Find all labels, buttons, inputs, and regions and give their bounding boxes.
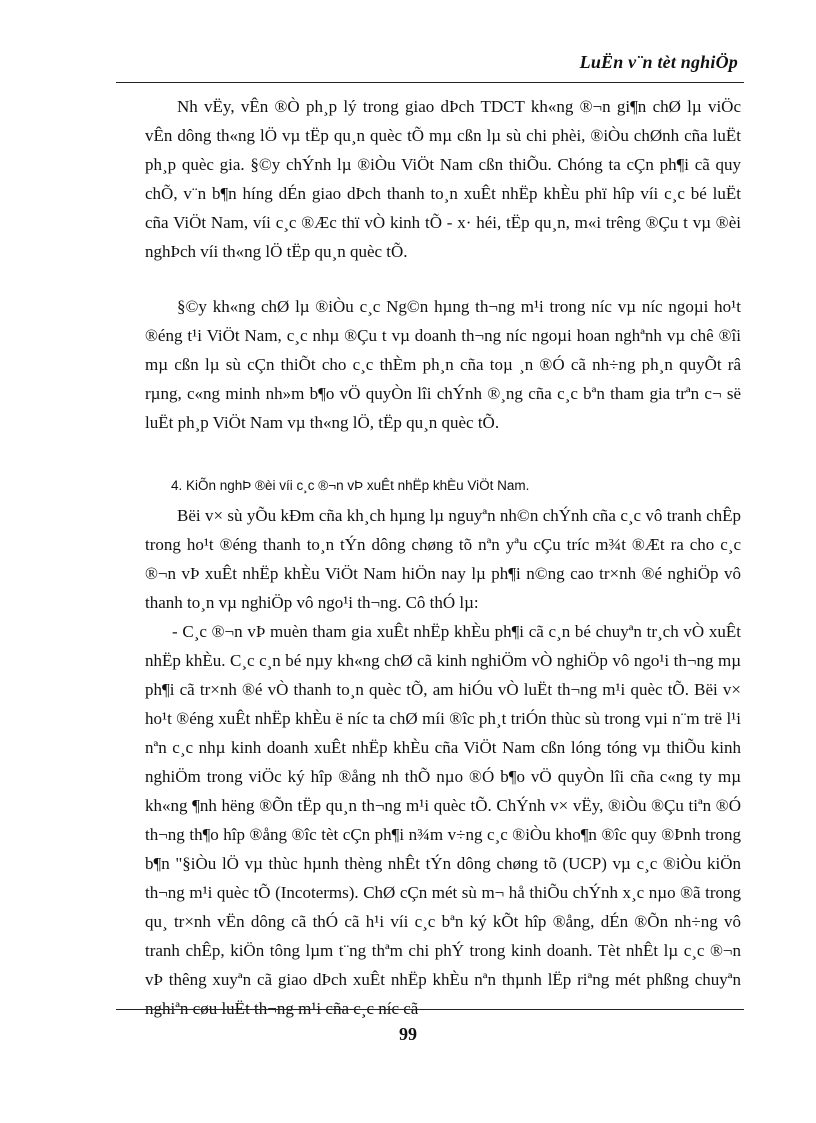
section-heading-recommendations: 4. KiÕn nghÞ ®èi víi c¸c ®¬n vÞ xuÊt nhËp khÈu ViÖt Nam. [171, 478, 530, 493]
page-body [145, 92, 741, 1023]
running-header-title: LuËn v¨n tèt nghiÖp [579, 52, 738, 72]
footer-divider [116, 1009, 744, 1010]
paragraph-legal-benefits: §©y kh«ng chØ lµ ®iÒu c¸c Ng©n hµng th¬ng m¹i trong níc vµ níc ngoµi ho¹t ®éng t¹i ViÖt Nam, c¸c nhµ ®Çu t vµ doanh th¬ng níc ngoµi hoan nghªnh vµ chê ®îi mµ cßn lµ sù cÇn thiÕt cho c¸c thÈm ph¸n cña toµ ¸n ®Ó cã nh÷ng ph¸n quyÕt râ rµng, c«ng minh nh»m b¶o vÖ quyÒn lîi chÝnh ®¸ng cña c¸c bªn tham gia trªn c¬ së luËt ph¸p ViÖt Nam vµ th«ng lÖ, tËp qu¸n quèc tÕ. [145, 297, 741, 432]
list-item-specialist-staff: - C¸c ®¬n vÞ muèn tham gia xuÊt nhËp khÈu ph¶i cã c¸n bé chuyªn tr¸ch vÒ xuÊt nhËp khÈu. C¸c c¸n bé nµy kh«ng chØ cã kinh nghiÖm vÒ nghiÖp vô ngo¹i th¬ng mµ ph¶i cã tr×nh ®é vÒ thanh to¸n quèc tÕ, am hiÓu vÒ luËt th¬ng m¹i quèc tÕ. Bëi v× ho¹t ®éng xuÊt nhËp khÈu ë níc ta chØ míi ®îc ph¸t triÓn thùc sù trong vµi n¨m trë l¹i nªn c¸c nhµ kinh doanh xuÊt nhËp khÈu cña ViÖt Nam cßn lóng tóng vµ thiÕu kinh nghiÖm trong viÖc ký hîp ®ång nh thÕ nµo ®Ó b¶o vÖ quyÒn lîi cña c«ng ty mµ kh«ng ¶nh hëng ®Õn tËp qu¸n th¬ng m¹i quèc tÕ. ChÝnh v× vËy, ®iÒu ®Çu tiªn ®Ó th¬ng th¶o hîp ®ång ®îc tèt cÇn ph¶i n¾m v÷ng c¸c ®iÒu kho¶n ®îc quy ®Þnh trong b¶n "§iÒu lÖ vµ thùc hµnh thèng nhÊt tÝn dông chøng tõ (UCP) vµ c¸c ®iÒu kiÖn th¬ng m¹i quèc tÕ (Incoterms). ChØ cÇn mét sù m¬ hå thiÕu chÝnh x¸c nµo ®ã trong qu¸ tr×nh vËn dông cã thÓ cã h¹i víi c¸c bªn ký kÕt hîp ®ång, dÉn ®Õn nh÷ng vô tranh chÊp, kiÖn tông lµm t¨ng thªm chi phÝ trong kinh doanh. Tèt nhÊt lµ c¸c ®¬n vÞ thêng xuyªn cã giao dÞch xuÊt nhËp khÈu nªn thµnh lËp riªng mét phßng chuyªn nghiªn cøu luËt th¬ng m¹i cña c¸c níc cã [145, 622, 741, 1018]
page-number: 99 [399, 1024, 417, 1044]
paragraph-recommendations-intro: Bëi v× sù yÕu kÐm cña kh¸ch hµng lµ nguyªn nh©n chÝnh cña c¸c vô tranh chÊp trong ho¹t ®éng thanh to¸n tÝn dông chøng tõ nªn yªu cÇu tríc m¾t ®Æt ra cho c¸c ®¬n vÞ xuÊt nhËp khÈu ViÖt Nam hiÖn nay lµ ph¶i n©ng cao tr×nh ®é nghiÖp vô thanh to¸n vµ nghiÖp vô ngo¹i th¬ng. Cô thÓ lµ: [145, 506, 741, 612]
paragraph-legal-framework: Nh vËy, vÊn ®Ò ph¸p lý trong giao dÞch TDCT kh«ng ®¬n gi¶n chØ lµ viÖc vÊn dông th«ng lÖ vµ tËp qu¸n quèc tÕ mµ cßn lµ sù chi phèi, ®iÒu chØnh cña luËt ph¸p quèc gia. §©y chÝnh lµ ®iÒu ViÖt Nam cßn thiÕu. Chóng ta cÇn ph¶i cã quy chÕ, v¨n b¶n híng dÉn giao dÞch thanh to¸n xuÊt nhËp khÈu phï hîp víi c¸c bé luËt cña ViÖt Nam, víi c¸c ®Æc thï vÒ kinh tÕ - x· héi, tËp qu¸n, m«i trêng ®Çu t vµ ®èi nghÞch víi th«ng lÖ tËp qu¸n quèc tÕ. [145, 97, 741, 261]
header-divider [116, 82, 744, 83]
